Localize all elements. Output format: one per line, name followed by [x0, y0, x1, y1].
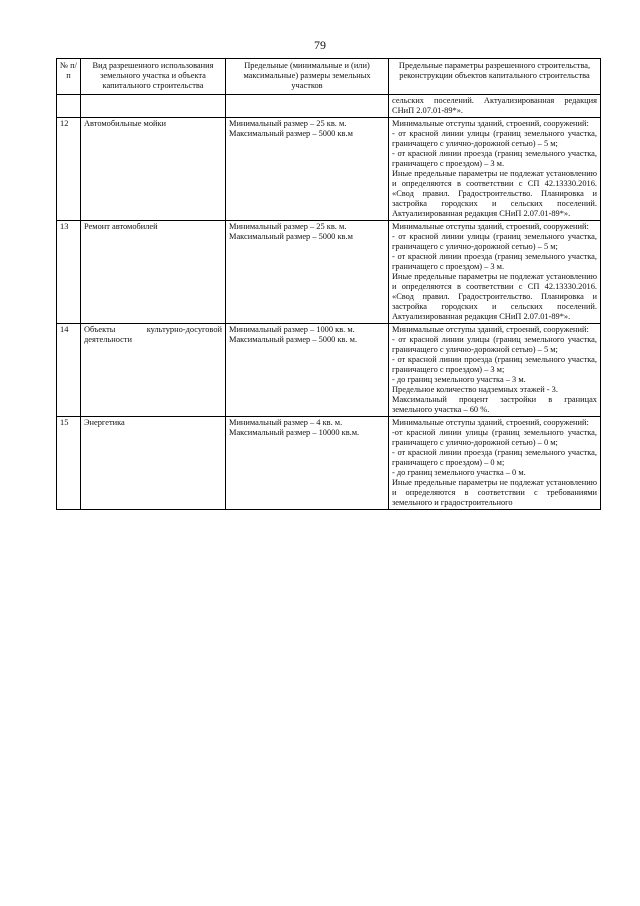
- paragraph: Минимальные отступы зданий, строений, сооружений:: [392, 119, 589, 128]
- paragraph: Максимальный размер – 5000 кв.м: [229, 129, 353, 138]
- paragraph: Минимальный размер – 25 кв. м.: [229, 119, 347, 128]
- cell-plot-size: [226, 221, 389, 324]
- paragraph: - от красной линии улицы (границ земельного участка, граничащего с улично-дорожной сетью) – 5 м;: [392, 232, 597, 251]
- header-plot-size: Предельные (минимальные и (или) максимальные) размеры земельных участков: [226, 59, 389, 95]
- header-use-kind: Вид разрешенного использования земельного участка и объекта капитального строительства: [81, 59, 226, 95]
- cell-parameters: [389, 118, 601, 221]
- paragraph: Минимальный размер – 4 кв. м.: [229, 418, 343, 427]
- paragraph: - от красной линии улицы (границ земельного участка, граничащего с улично-дорожной сетью) – 5 м;: [392, 335, 597, 354]
- cell-use-kind: Энергетика: [81, 417, 226, 510]
- cell-parameters: [389, 95, 601, 118]
- cell-number: 14: [57, 324, 81, 417]
- header-parameters: Предельные параметры разрешенного строительства, реконструкции объектов капитального строительства: [389, 59, 601, 95]
- cell-number: 15: [57, 417, 81, 510]
- cell-plot-size: [226, 324, 389, 417]
- paragraph: - от красной линии улицы (границ земельного участка, граничащего с улично-дорожной сетью) – 5 м;: [392, 129, 597, 148]
- paragraph: Иные предельные параметры не подлежат установлению и определяются в соответствии с СП 42.13330.2016. «Свод правил. Градостроительство. Планировка и застройка городских и сельских поселений. Актуализированная редакция СНиП 2.07.01-89*».: [392, 272, 597, 321]
- cell-number: 12: [57, 118, 81, 221]
- table-row: [57, 118, 601, 221]
- paragraph: Минимальные отступы зданий, строений, сооружений:: [392, 418, 589, 427]
- cell-empty: [81, 95, 226, 118]
- paragraph: Иные предельные параметры не подлежат установлению и определяются в соответствии с требованиями земельного и градостроительного: [392, 478, 597, 507]
- paragraph: Предельное количество надземных этажей - 3.: [392, 385, 558, 394]
- table-row: [57, 324, 601, 417]
- paragraph: Минимальный размер – 1000 кв. м.: [229, 325, 355, 334]
- paragraph: - до границ земельного участка – 0 м.: [392, 468, 526, 477]
- paragraph: - до границ земельного участка – 3 м.: [392, 375, 526, 384]
- continuation-row: [57, 95, 601, 118]
- page-number: 79: [314, 38, 326, 52]
- regulations-table: [56, 58, 601, 510]
- cell-empty: [226, 95, 389, 118]
- paragraph: - от красной линии проезда (границ земельного участка, граничащего с проездом) – 0 м;: [392, 448, 597, 467]
- cell-use-kind: Объекты культурно-досуговой деятельности: [81, 324, 226, 417]
- paragraph: Максимальный размер – 5000 кв. м.: [229, 335, 358, 344]
- cell-use-kind: Автомобильные мойки: [81, 118, 226, 221]
- table-header-row: [57, 59, 601, 95]
- cell-parameters: [389, 417, 601, 510]
- paragraph: Минимальные отступы зданий, строений, сооружений:: [392, 222, 589, 231]
- cell-number: 13: [57, 221, 81, 324]
- paragraph: сельских поселений. Актуализированная редакция СНиП 2.07.01-89*».: [392, 96, 597, 115]
- paragraph: - от красной линии проезда (границ земельного участка, граничащего с проездом) – 3 м;: [392, 355, 597, 374]
- header-number: № п/п: [57, 59, 81, 95]
- paragraph: -от красной линии улицы (границ земельного участка, граничащего с улично-дорожной сетью) – 0 м;: [392, 428, 597, 447]
- paragraph: - от красной линии проезда (границ земельного участка, граничащего с проездом) – 3 м.: [392, 252, 597, 271]
- cell-parameters: [389, 324, 601, 417]
- cell-empty: [57, 95, 81, 118]
- paragraph: Максимальный размер – 10000 кв.м.: [229, 428, 360, 437]
- table-row: [57, 221, 601, 324]
- paragraph: Минимальный размер – 25 кв. м.: [229, 222, 347, 231]
- cell-plot-size: [226, 118, 389, 221]
- cell-parameters: [389, 221, 601, 324]
- paragraph: Иные предельные параметры не подлежат установлению и определяются в соответствии с СП 42.13330.2016. «Свод правил. Градостроительство. Планировка и застройка городских и сельских поселений. Актуализированная редакция СНиП 2.07.01-89*».: [392, 169, 597, 218]
- paragraph: Максимальный размер – 5000 кв.м: [229, 232, 353, 241]
- paragraph: Максимальный процент застройки в границах земельного участка – 60 %.: [392, 395, 597, 414]
- cell-plot-size: [226, 417, 389, 510]
- table-row: [57, 417, 601, 510]
- cell-use-kind: Ремонт автомобилей: [81, 221, 226, 324]
- paragraph: - от красной линии проезда (границ земельного участка, граничащего с проездом) – 3 м.: [392, 149, 597, 168]
- paragraph: Минимальные отступы зданий, строений, сооружений:: [392, 325, 589, 334]
